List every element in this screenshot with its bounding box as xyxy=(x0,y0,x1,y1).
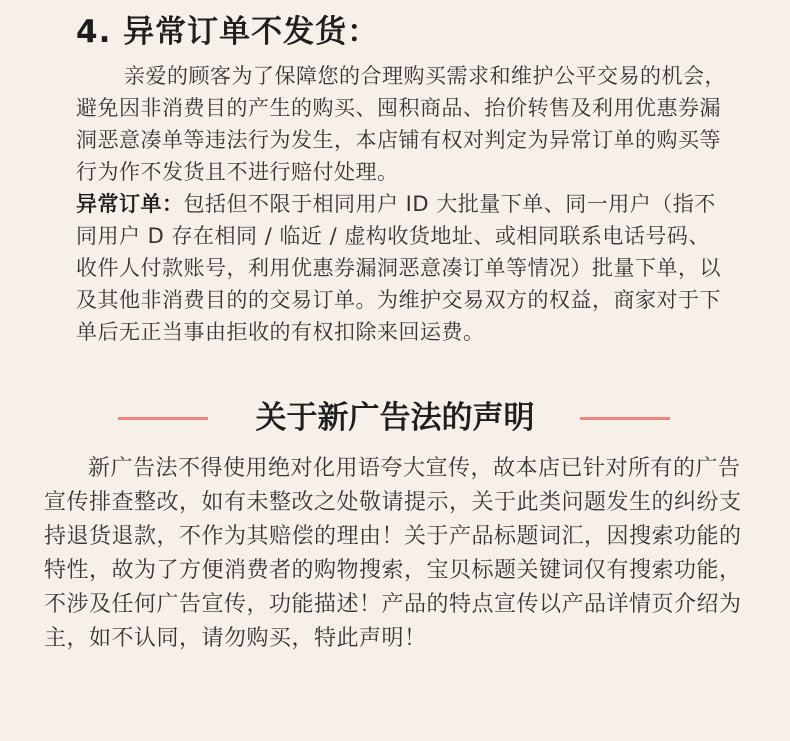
definition-paragraph xyxy=(76,188,726,348)
definition-text: 包括但不限于相同用户 ID 大批量下单、同一用户（指不同用户 D 存在相同 / 临近 / 虚构收货地址、或相同联系电话号码、收件人付款账号，利用优惠券漏洞恶意凑订单等情况）批量下单，以及其他非消费目的的交易订单。为维护交易双方的权益，商家对于下单后无正当事由拒收的有权扣除来回运费。 xyxy=(76,192,721,344)
notice-body: 新广告法不得使用绝对化用语夸大宣传，故本店已针对所有的广告宣传排查整改，如有未整改之处敬请提示，关于此类问题发生的纠纷支持退货退款，不作为其赔偿的理由！关于产品标题词汇，因搜索功能的特性，故为了方便消费者的购物搜索，宝贝标题关键词仅有搜索功能，不涉及任何广告宣传，功能描述！产品的特点宣传以产品详情页介绍为主，如不认同，请勿购买，特此声明！ xyxy=(44,456,742,651)
definition-label: 异常订单： xyxy=(76,192,184,216)
notice-header xyxy=(0,396,790,440)
intro-paragraph: 亲爱的顾客为了保障您的合理购买需求和维护公平交易的机会，避免因非消费目的产生的购买、囤积商品、抬价转售及利用优惠券漏洞恶意凑单等违法行为发生，本店铺有权对判定为异常订单的购买等行为作不发货且不进行赔付处理。 xyxy=(76,64,726,184)
right-dash-divider xyxy=(580,417,670,420)
notice-title: 关于新广告法的声明 xyxy=(255,400,535,436)
section-title: 4. 异常订单不发货： xyxy=(76,14,380,50)
